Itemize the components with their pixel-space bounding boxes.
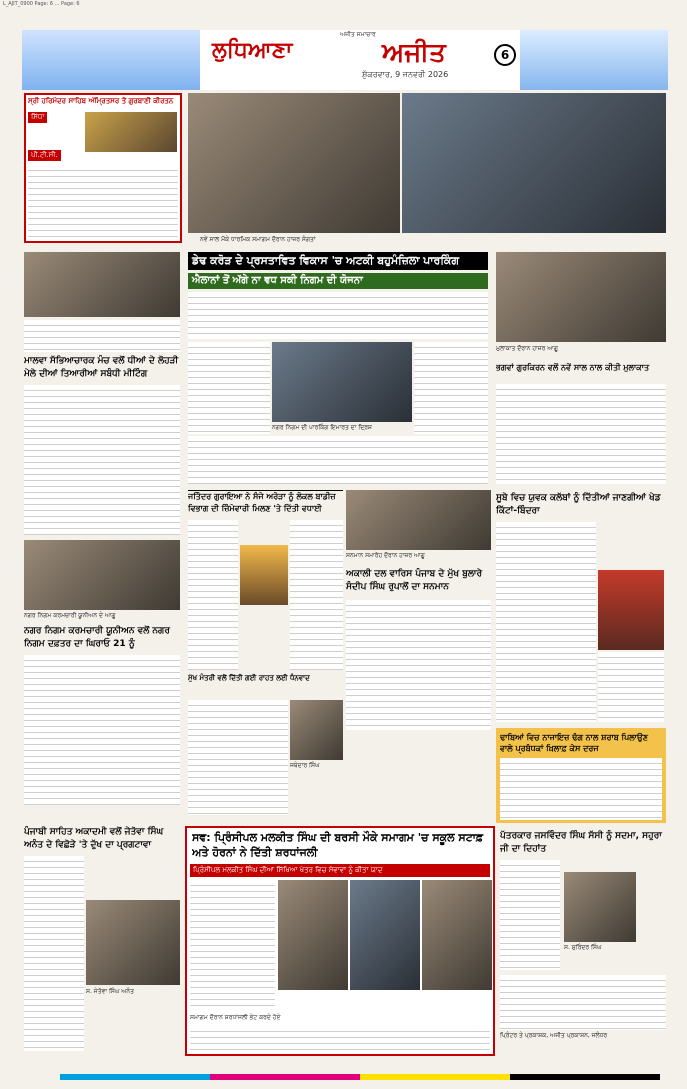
memorial-subbar: ਪ੍ਰਿੰਸੀਪਲ ਮਲਕੀਤ ਸਿੰਘ ਦੀਆਂ ਸਿੱਖਿਆ ਖੇਤਰ ਵਿਚ ਸੇਵਾਵਾਂ ਨੂੰ ਕੀਤਾ ਯਾਦ [190, 864, 490, 877]
kirtan-headline: ਸ੍ਰੀ ਹਰਿਮੰਦਰ ਸਾਹਿਬ ਅੰਮ੍ਰਿਤਸਰ ਤੋਂ ਗੁਰਬਾਣੀ ਕੀਰਤਨ [28, 97, 174, 105]
memorial-headline: ਸਵ: ਪ੍ਰਿੰਸੀਪਲ ਮਲਕੀਤ ਸਿੰਘ ਦੀ ਬਰਸੀ ਮੌਕੇ ਸਮਾਗਮ 'ਚ ਸਕੂਲ ਸਟਾਫ਼ ਅਤੇ ਹੋਰਨਾਂ ਨੇ ਦਿੱਤੀ ਸ਼ਰਧਾਂਜਲੀ [192, 831, 484, 859]
gurayia-headline: ਜਤਿੰਦਰ ਗੁਰਾਇਆ ਨੇ ਸੰਜੇ ਅਰੋੜਾ ਨੂੰ ਲੋਕਲ ਬਾਡੀਜ਼ ਵਿਭਾਗ ਦੀ ਜ਼ਿੰਮੇਵਾਰੀ ਮਿਲਣ 'ਤੇ ਦਿੱਤੀ ਵਧਾਈ [188, 490, 343, 515]
page-number: 6 [494, 44, 516, 66]
cm-thanks-portrait [290, 700, 343, 760]
parking-col-left-text [188, 342, 270, 434]
gathering-caption: ਨਵੇਂ ਸਾਲ ਮੌਕੇ ਧਾਰਮਿਕ ਸਮਾਗਮ ਦੌਰਾਨ ਹਾਜ਼ਰ ਸੰਗਤਾਂ [200, 236, 316, 243]
union-body-text [24, 655, 180, 805]
gathering-photo-left [188, 93, 400, 233]
masthead-tagline: ਅਜੀਤ ਸਮਾਚਾਰ [340, 31, 376, 38]
liquor-headline: ਢਾਬਿਆਂ ਵਿਚ ਨਾਜਾਇਜ਼ ਢੰਗ ਨਾਲ ਸ਼ਰਾਬ ਪਿਲਾਉਣ ਵਾਲੇ ਪ੍ਰਬੰਧਕਾਂ ਖ਼ਿਲਾਫ਼ ਕੇਸ ਦਰਜ [500, 733, 648, 753]
parking-building-photo [272, 342, 412, 422]
union-photo [24, 540, 180, 610]
sahit-akademi-body-text [24, 856, 84, 1051]
sassi-caption: ਸ. ਸੁਰਿੰਦਰ ਸਿੰਘ [564, 944, 602, 951]
sassi-body-text [500, 860, 560, 970]
liquor-body-text [500, 758, 662, 820]
memorial-photo-1 [278, 880, 348, 990]
color-registration-bar [60, 1074, 660, 1080]
memorial-caption: ਸਮਾਗਮ ਦੌਰਾਨ ਸ਼ਰਧਾਂਜਲੀ ਭੇਟ ਕਰਦੇ ਹੋਏ [190, 1014, 281, 1021]
lohri-photo-caption-text [24, 320, 180, 352]
union-headline: ਨਗਰ ਨਿਗਮ ਕਰਮਚਾਰੀ ਯੂਨੀਅਨ ਵਲੋਂ ਨਗਰ ਨਿਗਮ ਦਫ਼ਤਰ ਦਾ ਘਿਰਾਓ 21 ਨੂੰ [24, 626, 170, 649]
anant-portrait [86, 900, 180, 985]
badge-ptc: ਪੀ.ਟੀ.ਸੀ. [28, 150, 61, 161]
lohri-body-text [24, 385, 180, 535]
parking-headline: ਡੇਢ ਕਰੋੜ ਦੇ ਪ੍ਰਸਤਾਵਿਤ ਵਿਕਾਸ 'ਚ ਅਟਕੀ ਬਹੁਮੰਜ਼ਿਲਾ ਪਾਰਕਿੰਗ [188, 252, 488, 270]
bindra-portrait [598, 570, 664, 650]
gathering-photo-right [402, 93, 666, 233]
honour-headline: ਅਕਾਲੀ ਦਲ ਵਾਰਿਸ ਪੰਜਾਬ ਦੇ ਮੁੱਖ ਬੁਲਾਰੇ ਸੰਦੀਪ ਸਿੰਘ ਰੁਪਾਲੋਂ ਦਾ ਸਨਮਾਨ [346, 569, 483, 592]
gurayia-body-text-1 [188, 520, 238, 670]
badge-live: ਸਿੱਧਾ [28, 112, 47, 123]
lohri-headline: ਮਾਲਵਾ ਸੱਭਿਆਚਾਰਕ ਮੰਚ ਵਲੋਂ ਧੀਆਂ ਦੇ ਲੋਹੜੀ ਮੇਲੇ ਦੀਆਂ ਤਿਆਰੀਆਂ ਸਬੰਧੀ ਮੀਟਿੰਗ [24, 356, 179, 379]
parking-intro-text [188, 292, 488, 339]
gurayia-body-text-2 [290, 520, 343, 670]
meeting-caption: ਮੁਲਾਕਾਤ ਦੌਰਾਨ ਹਾਜ਼ਰ ਆਗੂ [496, 345, 558, 352]
golden-temple-photo [85, 112, 177, 152]
meeting-photo [496, 252, 666, 342]
meeting-headline: ਭਗਵਾਂ ਗੁਰਕਿਰਨ ਵਲੋਂ ਨਵੇਂ ਸਾਲ ਨਾਲ ਕੀਤੀ ਮੁਲਾਕਾਤ [496, 363, 650, 372]
honour-caption: ਸਨਮਾਨ ਸਮਾਰੋਹ ਦੌਰਾਨ ਹਾਜ਼ਰ ਆਗੂ [346, 552, 425, 559]
memorial-photo-3 [422, 880, 492, 990]
sassi-headline: ਪੱਤਰਕਾਰ ਜਸਵਿੰਦਰ ਸਿੰਘ ਸੱਸੀ ਨੂੰ ਸਦਮਾ, ਸਹੁਰਾ ਜੀ ਦਾ ਦਿਹਾਂਤ [500, 831, 662, 854]
lohri-meeting-photo [24, 252, 180, 317]
sports-kits-headline: ਸੂਬੇ ਵਿਚ ਯੁਵਕ ਕਲੱਬਾਂ ਨੂੰ ਦਿੱਤੀਆਂ ਜਾਣਗੀਆਂ ਖੇਡ ਕਿੱਟਾਂ-ਬਿੰਦਰਾ [496, 493, 661, 516]
masthead-title: ਅਜੀਤ [382, 38, 446, 68]
meeting-body-text [496, 384, 666, 484]
surinder-portrait [564, 872, 636, 942]
masthead-date: ਸ਼ੁੱਕਰਵਾਰ, 9 ਜਨਵਰੀ 2026 [362, 70, 449, 79]
parking-subhead: ਐਲਾਨਾਂ ਤੋਂ ਅੱਗੇ ਨਾ ਵਧ ਸਕੀ ਨਿਗਮ ਦੀ ਯੋਜਨਾ [188, 273, 488, 289]
union-caption: ਨਗਰ ਨਿਗਮ ਕਰਮਚਾਰੀ ਯੂਨੀਅਨ ਦੇ ਆਗੂ [24, 612, 116, 619]
imprint-text: ਪ੍ਰਿੰਟਰ ਤੇ ਪ੍ਰਕਾਸ਼ਕ, ਅਜੀਤ ਪ੍ਰਕਾਸ਼ਨ, ਜਲੰਧਰ [500, 1032, 608, 1039]
honour-body-text [346, 600, 491, 730]
page-slug: L_AJIT_0900 Page: 6 ... Page: 6 [3, 1, 80, 7]
memorial-body-text [190, 880, 275, 1010]
memorial-bottom-text [190, 1026, 490, 1052]
sports-kits-body-text [496, 522, 596, 722]
parking-photo-caption: ਨਗਰ ਨਿਗਮ ਦੀ ਪਾਰਕਿੰਗ ਇਮਾਰਤ ਦਾ ਦ੍ਰਿਸ਼ [272, 424, 372, 431]
sports-kits-body-text-2 [598, 652, 664, 722]
anant-caption: ਸ. ਜੇਤੋਵਾ ਸਿੰਘ ਅਨੰਤ [86, 988, 134, 995]
parking-col-right-text [414, 342, 488, 434]
masthead-right-graphic [520, 30, 668, 90]
masthead-left-graphic [22, 30, 200, 90]
parking-bottom-text [188, 436, 488, 484]
imprint-block [500, 975, 666, 1030]
kirtan-schedule-text [28, 165, 178, 237]
cm-thanks-headline: ਮੁੱਖ ਮੰਤਰੀ ਵਲੋਂ ਦਿੱਤੀ ਗਈ ਰਾਹਤ ਲਈ ਧੰਨਵਾਦ [188, 674, 310, 682]
gurayia-portrait [240, 545, 288, 605]
honour-photo [346, 490, 491, 550]
masthead-city: ਲੁਧਿਆਣਾ [212, 38, 293, 63]
sahit-akademi-headline: ਪੰਜਾਬੀ ਸਾਹਿਤ ਅਕਾਦਮੀ ਵਲੋਂ ਜੇਤੋਵਾ ਸਿੰਘ ਅਨੰਤ ਦੇ ਵਿਛੋੜੇ 'ਤੇ ਦੁੱਖ ਦਾ ਪ੍ਰਗਟਾਵਾ [24, 827, 164, 850]
cm-thanks-photo-caption: ਜਥੇਦਾਰ ਸਿੰਘ [290, 762, 320, 769]
memorial-photo-2 [350, 880, 420, 990]
cm-thanks-body-text [188, 700, 288, 815]
